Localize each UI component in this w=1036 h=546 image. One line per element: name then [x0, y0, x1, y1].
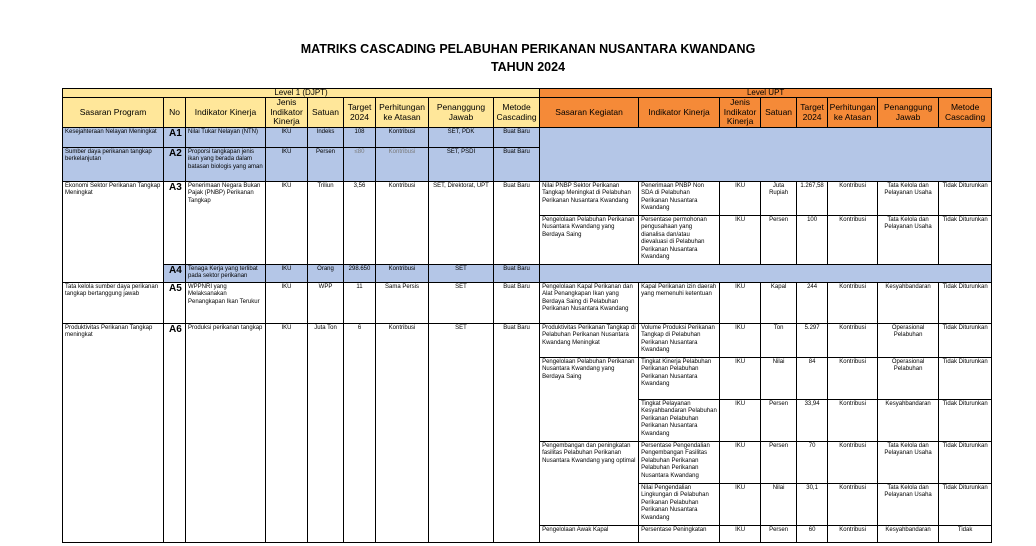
upt-sasaran-kegiatan: Pengembangan dan peningkatan fasilitas Pelabuhan Perikanan Nusantara Kwandang yang optimal — [540, 442, 639, 526]
cascading-matrix-table — [62, 88, 992, 543]
cell-pj: SET — [429, 324, 494, 543]
upt-target: 100 — [797, 216, 828, 265]
col-upt-satuan: Satuan — [761, 98, 797, 128]
upt-sasaran-kegiatan: Pengelolaan Pelabuhan Perikanan Nusantara Kwandang yang Berdaya Saing — [540, 358, 639, 442]
upt-target: 84 — [797, 358, 828, 400]
table-row-a6 — [63, 324, 992, 358]
upt-target: 244 — [797, 283, 828, 324]
cell-pj: SET — [429, 265, 494, 283]
cell-perhitungan: Kontribusi — [376, 324, 429, 543]
upt-jenis: IKU — [720, 324, 761, 358]
cell-target: 6 — [344, 324, 376, 543]
cell-target: 3,56 — [344, 182, 376, 265]
upt-satuan: Kapal — [761, 283, 797, 324]
upt-satuan: Persen — [761, 400, 797, 442]
cell-no: A6 — [164, 324, 186, 543]
upt-metode: Tidak Diturunkan — [939, 324, 992, 358]
cell-pj: SET, Direktorat, UPT — [429, 182, 494, 265]
cell-no: A2 — [164, 148, 186, 182]
upt-sasaran-kegiatan: Produktivitas Perikanan Tangkap di Pelabuhan Perikanan Nusantara Kwandang Meningkat — [540, 324, 639, 358]
cell-pj: SET, PDK — [429, 128, 494, 148]
cell-jenis: IKU — [266, 148, 308, 182]
upt-perhitungan: Kontribusi — [828, 358, 878, 400]
col-upt-indikator-kinerja: Indikator Kinerja — [639, 98, 720, 128]
cell-satuan: Orang — [308, 265, 344, 283]
cell-satuan: Indeks — [308, 128, 344, 148]
upt-pj: Operasional Pelabuhan — [878, 324, 939, 358]
upt-target: 1.267,58 — [797, 182, 828, 216]
cell-no: A1 — [164, 128, 186, 148]
upt-target: 5.297 — [797, 324, 828, 358]
cell-metode: Buat Baru — [494, 283, 540, 324]
table-row-a4 — [63, 265, 992, 283]
col-upt-penanggung-jawab: Penanggung Jawab — [878, 98, 939, 128]
cell-perhitungan: Kontribusi — [376, 148, 429, 182]
upt-jenis: IKU — [720, 526, 761, 543]
cell-metode: Buat Baru — [494, 128, 540, 148]
cell-pj: SET — [429, 283, 494, 324]
cell-satuan: Juta Ton — [308, 324, 344, 543]
upt-perhitungan: Kontribusi — [828, 182, 878, 216]
col-satuan: Satuan — [308, 98, 344, 128]
upt-satuan: Juta Rupiah — [761, 182, 797, 216]
cell-indikator: Proporsi tangkapan jenis ikan yang berada dalam batasan biologis yang aman — [186, 148, 266, 182]
cell-satuan: WPP — [308, 283, 344, 324]
col-target: Target 2024 — [344, 98, 376, 128]
col-no: No — [164, 98, 186, 128]
upt-empty-block — [540, 265, 992, 283]
col-sasaran-kegiatan: Sasaran Kegiatan — [540, 98, 639, 128]
upt-perhitungan: Kontribusi — [828, 484, 878, 526]
upt-sasaran-kegiatan: Nilai PNBP Sektor Perikanan Tangkap Meningkat di Pelabuhan Perikanan Nusantara Kwandang — [540, 182, 639, 216]
cell-perhitungan: Sama Persis — [376, 283, 429, 324]
upt-perhitungan: Kontribusi — [828, 400, 878, 442]
upt-satuan: Nilai — [761, 484, 797, 526]
upt-satuan: Persen — [761, 216, 797, 265]
upt-satuan: Persen — [761, 526, 797, 543]
upt-metode: Tidak Diturunkan — [939, 484, 992, 526]
cell-indikator: Penerimaan Negara Bukan Pajak (PNBP) Perikanan Tangkap — [186, 182, 266, 265]
upt-sasaran-kegiatan: Pengelolaan Kapal Perikanan dan Alat Penangkapan Ikan yang Berdaya Saing di Pelabuhan Perikanan Nusantara Kwandang — [540, 283, 639, 324]
document-year: TAHUN 2024 — [490, 60, 566, 74]
upt-indikator: Tingkat Kinerja Pelabuhan Perikanan Pelabuhan Perikanan Nusantara Kwandang — [639, 358, 720, 400]
col-jenis-indikator: Jenis Indikator Kinerja — [266, 98, 308, 128]
upt-target: 60 — [797, 526, 828, 543]
upt-indikator: Volume Produksi Perikanan Tangkap di Pelabuhan Perikanan Nusantara Kwandang — [639, 324, 720, 358]
cell-no: A5 — [164, 283, 186, 324]
cell-jenis: IKU — [266, 128, 308, 148]
upt-pj: Tata Kelola dan Pelayanan Usaha — [878, 182, 939, 216]
cell-indikator: Tenaga Kerja yang terlibat pada sektor perikanan — [186, 265, 266, 283]
upt-target: 70 — [797, 442, 828, 484]
cell-sasaran: Sumber daya perikanan tangkap berkelanjutan — [63, 148, 164, 182]
col-metode-cascading: Metode Cascading — [494, 98, 540, 128]
cell-satuan: Triliun — [308, 182, 344, 265]
table-row-a3 — [63, 182, 992, 216]
cell-target: 298.650 — [344, 265, 376, 283]
cell-metode: Buat Baru — [494, 265, 540, 283]
cell-metode: Buat Baru — [494, 324, 540, 543]
cell-jenis: IKU — [266, 283, 308, 324]
upt-metode: Tidak Diturunkan — [939, 216, 992, 265]
upt-jenis: IKU — [720, 358, 761, 400]
upt-perhitungan: Kontribusi — [828, 283, 878, 324]
upt-empty-block — [540, 128, 992, 182]
cell-metode: Buat Baru — [494, 148, 540, 182]
cell-no: A3 — [164, 182, 186, 265]
col-upt-target: Target 2024 — [797, 98, 828, 128]
level-1-djpt-header: Level 1 (DJPT) — [63, 89, 540, 98]
upt-pj: Tata Kelola dan Pelayanan Usaha — [878, 442, 939, 484]
col-penanggung-jawab: Penanggung Jawab — [429, 98, 494, 128]
cell-jenis: IKU — [266, 182, 308, 265]
upt-jenis: IKU — [720, 484, 761, 526]
cell-jenis: IKU — [266, 265, 308, 283]
upt-pj: Tata Kelola dan Pelayanan Usaha — [878, 216, 939, 265]
upt-pj: Operasional Pelabuhan — [878, 358, 939, 400]
table-row-a5 — [63, 283, 992, 324]
upt-target: 30,1 — [797, 484, 828, 526]
upt-perhitungan: Kontribusi — [828, 324, 878, 358]
upt-indikator: Tingkat Pelayanan Kesyahbandaran Pelabuhan Perikanan Pelabuhan Perikanan Nusantara Kwandang — [639, 400, 720, 442]
upt-indikator: Persentase Pengendalian Pengembangan Fasilitas Pelabuhan Perikanan Pelabuhan Perikanan Nusantara Kwandang — [639, 442, 720, 484]
col-upt-perhitungan: Perhitungan ke Atasan — [828, 98, 878, 128]
cell-metode: Buat Baru — [494, 182, 540, 265]
upt-indikator: Persentase permohonan pengusahaan yang dianalisa dan/atau dievaluasi di Pelabuhan Perikanan Nusantara Kwandang — [639, 216, 720, 265]
cell-target: 11 — [344, 283, 376, 324]
upt-indikator: Penerimaan PNBP Non SDA di Pelabuhan Perikanan Nusantara Kwandang — [639, 182, 720, 216]
upt-sasaran-kegiatan: Pengelolaan Pelabuhan Perikanan Nusantara Kwandang yang Berdaya Saing — [540, 216, 639, 265]
cell-sasaran: Ekonomi Sektor Perikanan Tangkap Meningkat — [63, 182, 164, 283]
upt-jenis: IKU — [720, 216, 761, 265]
upt-satuan: Persen — [761, 442, 797, 484]
upt-pj: Kesyahbandaran — [878, 400, 939, 442]
upt-metode: Tidak Diturunkan — [939, 283, 992, 324]
upt-metode: Tidak — [939, 526, 992, 543]
upt-pj: Kesyahbandaran — [878, 283, 939, 324]
table-row-a1 — [63, 128, 992, 148]
col-upt-jenis-indikator: Jenis Indikator Kinerja — [720, 98, 761, 128]
col-upt-metode-cascading: Metode Cascading — [939, 98, 992, 128]
cell-sasaran: Tata kelola sumber daya perikanan tangkap bertanggung jawab — [63, 283, 164, 324]
upt-sasaran-kegiatan: Pengelolaan Awak Kapal — [540, 526, 639, 543]
upt-metode: Tidak Diturunkan — [939, 358, 992, 400]
cell-indikator: WPPNRI yang Melaksanakan Penangkapan Ikan Terukur — [186, 283, 266, 324]
cell-pj: SET, PSDI — [429, 148, 494, 182]
upt-pj: Tata Kelola dan Pelayanan Usaha — [878, 484, 939, 526]
cell-perhitungan: Kontribusi — [376, 265, 429, 283]
upt-pj: Kesyahbandaran — [878, 526, 939, 543]
col-indikator-kinerja: Indikator Kinerja — [186, 98, 266, 128]
upt-metode: Tidak Diturunkan — [939, 182, 992, 216]
upt-jenis: IKU — [720, 182, 761, 216]
upt-satuan: Ton — [761, 324, 797, 358]
document-title: MATRIKS CASCADING PELABUHAN PERIKANAN NUSANTARA KWANDANG — [300, 42, 756, 56]
upt-jenis: IKU — [720, 400, 761, 442]
upt-metode: Tidak Diturunkan — [939, 400, 992, 442]
upt-indikator: Kapal Perikanan izin daerah yang memenuhi ketentuan — [639, 283, 720, 324]
cell-no: A4 — [164, 265, 186, 283]
cell-target: ≤80 — [344, 148, 376, 182]
upt-jenis: IKU — [720, 283, 761, 324]
col-perhitungan: Perhitungan ke Atasan — [376, 98, 429, 128]
upt-indikator: Persentase Peningkatan — [639, 526, 720, 543]
cell-jenis: IKU — [266, 324, 308, 543]
upt-perhitungan: Kontribusi — [828, 216, 878, 265]
upt-indikator: Nilai Pengendalian Lingkungan di Pelabuhan Perikanan Pelabuhan Perikanan Nusantara Kwandang — [639, 484, 720, 526]
col-sasaran-program: Sasaran Program — [63, 98, 164, 128]
level-upt-header: Level UPT — [540, 89, 992, 98]
cell-satuan: Persen — [308, 148, 344, 182]
upt-perhitungan: Kontribusi — [828, 442, 878, 484]
upt-metode: Tidak Diturunkan — [939, 442, 992, 484]
upt-target: 33,94 — [797, 400, 828, 442]
cell-indikator: Nilai Tukar Nelayan (NTN) — [186, 128, 266, 148]
cell-indikator: Produksi perikanan tangkap — [186, 324, 266, 543]
upt-perhitungan: Kontribusi — [828, 526, 878, 543]
upt-jenis: IKU — [720, 442, 761, 484]
cell-sasaran: Produktivitas Perikanan Tangkap meningkat — [63, 324, 164, 543]
upt-satuan: Nilai — [761, 358, 797, 400]
cell-perhitungan: Kontribusi — [376, 182, 429, 265]
cell-sasaran: Kesejahteraan Nelayan Meningkat — [63, 128, 164, 148]
cell-perhitungan: Kontribusi — [376, 128, 429, 148]
cell-target: 108 — [344, 128, 376, 148]
